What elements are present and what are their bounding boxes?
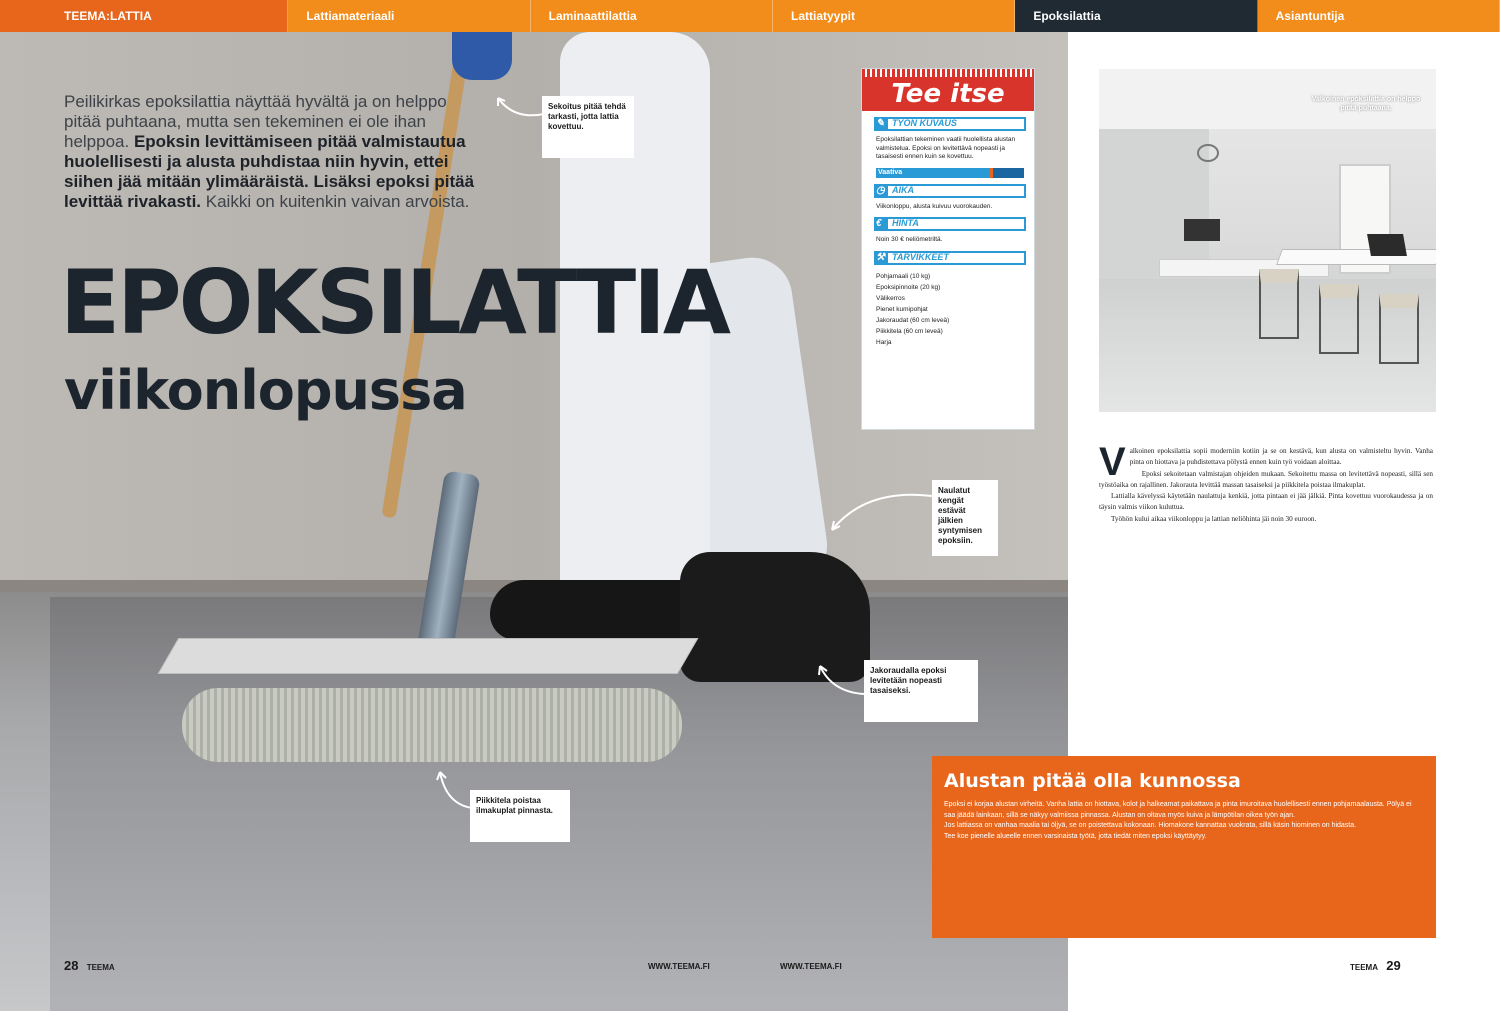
- callout-mixing: Sekoitus pitää tehdä tarkasti, jotta lattia kovettuu.: [542, 96, 634, 158]
- list-item: Epoksipinnoite (20 kg): [876, 283, 941, 291]
- clock-icon: ◷: [876, 184, 885, 196]
- info-box-paragraph: Jos lattiassa on vanhaa maalia tai öljyä, se on poistettava kokonaan. Hiomakone kannattaa vuokrata, sillä käsin hiominen on hidasta.: [944, 822, 1357, 829]
- footer-magazine-right: TEEMA: [1350, 963, 1378, 972]
- article-paragraph: Epoksi sekoitetaan valmistajan ohjeiden mukaan. Sekoitettu massa on levitettävä nopeasti, sillä sen työstöaika on rajallinen. Jakorauta levittää massan tasaiseksi ja piikkitela poistaa ilmakuplat.: [1099, 469, 1433, 489]
- room-photo: [1099, 69, 1436, 412]
- euro-icon: €: [876, 218, 882, 229]
- tab-laminaattilattia[interactable]: Laminaattilattia: [531, 0, 773, 32]
- diy-price-text: Noin 30 € neliömetriltä.: [876, 236, 943, 243]
- diy-title: Tee itse: [862, 77, 1034, 111]
- list-item: Piikkitela (60 cm leveä): [876, 327, 943, 335]
- diy-section-supplies: ⚒ TARVIKKEET: [874, 251, 1026, 265]
- info-box-title: Alustan pitää olla kunnossa: [944, 770, 1241, 792]
- diy-section-time: ◷ AIKA: [874, 184, 1026, 198]
- difficulty-marker: [990, 168, 1024, 178]
- info-box-paragraph: Epoksi ei korjaa alustan virheitä. Vanha lattia on hiottava, kolot ja halkeamat paikattava ja pinta imuroitava huolellisesti ennen pohjamaalausta. Pölyä ei saa jäädä lainkaan, sillä se näkyy valmiissa pinnassa. Alustan on oltava myös kuiva ja lämpötilan oikea työn ajan.: [944, 801, 1412, 819]
- tools-icon: ⚒: [876, 251, 885, 263]
- article-body: [1099, 440, 1433, 525]
- room-tv: [1184, 219, 1220, 241]
- footer-magazine-left: TEEMA: [86, 963, 115, 972]
- article-paragraph-text: alkoinen epoksilattia sopii moderniin kotiin ja se on kestävä, kun alusta on valmisteltu hyvin. Vanha pinta on hiottava ja puhdistettava pölystä ennen kuin työ voidaan aloittaa.: [1129, 447, 1433, 467]
- tab-asiantuntija[interactable]: Asiantuntija: [1258, 0, 1500, 32]
- tab-epoksilattia[interactable]: Epoksilattia: [1015, 0, 1257, 32]
- page-number-right: 29: [1386, 958, 1401, 973]
- diy-section-description: ✎ TYÖN KUVAUS: [874, 117, 1026, 131]
- intro-end: Kaikki on kuitenkin vaivan arvoista.: [201, 192, 470, 211]
- diy-dots: [862, 69, 1034, 77]
- photo-shoe-left: [490, 580, 710, 640]
- diy-section-price: € HINTA: [874, 217, 1026, 231]
- room-chair: [1379, 294, 1419, 364]
- diy-info-box: [861, 68, 1035, 430]
- list-item: Harja: [876, 338, 892, 346]
- headline-main: EPOKSILATTIA: [60, 251, 728, 354]
- room-chair: [1319, 284, 1359, 354]
- arrow-icon: [434, 768, 474, 812]
- footer-right: [1350, 958, 1401, 973]
- supplies-list: [876, 271, 1024, 348]
- photo-caption: Valkoinen epoksilattia on helppo pitää puhtaana.: [1311, 96, 1421, 112]
- arrow-icon: [826, 486, 934, 536]
- room-laptop: [1367, 234, 1407, 256]
- chandelier-icon: [1197, 144, 1219, 162]
- photo-roller-plate: [158, 638, 699, 674]
- intro-plain: Peilikirkas epoksilattia näyttää hyvältä ja on helppo pitää puhtaana, mutta sen tekeminen ei ole ihan helppoa.: [64, 92, 447, 151]
- wrench-icon: ✎: [876, 118, 885, 129]
- callout-roller: Piikkitela poistaa ilmakuplat pinnasta.: [470, 790, 570, 842]
- footer-left: [64, 958, 115, 973]
- callout-shoes: Naulatut kengät estävät jälkien syntymisen epoksiin.: [932, 480, 998, 556]
- room-chair: [1259, 269, 1299, 339]
- tab-teema-lattia[interactable]: TEEMA:LATTIA: [0, 0, 288, 32]
- footer-url-left[interactable]: WWW.TEEMA.FI: [648, 962, 710, 971]
- arrow-icon: [494, 92, 546, 126]
- room-table: [1276, 249, 1436, 265]
- photo-glove: [452, 32, 512, 80]
- intro-bold: Epoksin levittämiseen pitää valmistautua huolellisesti ja alusta puhdistaa niin hyvin, ettei siihen jää mitään ylimääräistä. Lisäksi epoksi pitää levittää rivakasti.: [64, 132, 475, 211]
- list-item: Välikerros: [876, 294, 905, 302]
- difficulty-bar: [876, 168, 1024, 178]
- photo-spike-roller: [182, 688, 682, 762]
- footer-url-right[interactable]: WWW.TEEMA.FI: [780, 962, 842, 971]
- list-item: Jakoraudat (60 cm leveä): [876, 316, 950, 324]
- article-paragraph: Lattialla kävelyssä käytetään naulattuja kenkiä, jotta pintaan ei jää jälkiä. Pinta kovettuu vuorokaudessa ja on täysin valmis viikon kuluttua.: [1099, 492, 1433, 512]
- arrow-icon: [814, 662, 866, 700]
- tab-lattiamateriaali[interactable]: Lattiamateriaali: [288, 0, 530, 32]
- intro-text: [64, 92, 484, 212]
- page-number-left: 28: [64, 958, 79, 973]
- dropcap: V: [1099, 440, 1126, 484]
- callout-trowel: Jakoraudalla epoksi levitetään nopeasti tasaiseksi.: [864, 660, 978, 722]
- top-navigation: [0, 0, 1500, 32]
- difficulty-label: Vaativa: [878, 168, 903, 176]
- headline-sub: viikonlopussa: [64, 359, 467, 422]
- info-box-paragraph: Tee koe pienelle alueelle ennen varsinaista työtä, jotta tiedät miten epoksi käyttäytyy.: [944, 832, 1207, 840]
- article-paragraph: Työhön kului aikaa viikonloppu ja lattian neliöhinta jäi noin 30 euroon.: [1111, 514, 1317, 523]
- list-item: Pohjamaali (10 kg): [876, 272, 931, 280]
- diy-time-text: Viikonloppu, alusta kuivuu vuorokauden.: [876, 202, 993, 210]
- list-item: Pienet kumipohjat: [876, 305, 928, 313]
- info-box: [932, 756, 1436, 938]
- diy-description-text: Epoksilattian tekeminen vaatii huolellista alustan valmistelua. Epoksi on levitettävä nopeasti ja tasaisesti ennen kuin se kovettuu.: [876, 136, 1016, 160]
- info-box-text: [944, 800, 1424, 842]
- tab-lattiatyypit[interactable]: Lattiatyypit: [773, 0, 1015, 32]
